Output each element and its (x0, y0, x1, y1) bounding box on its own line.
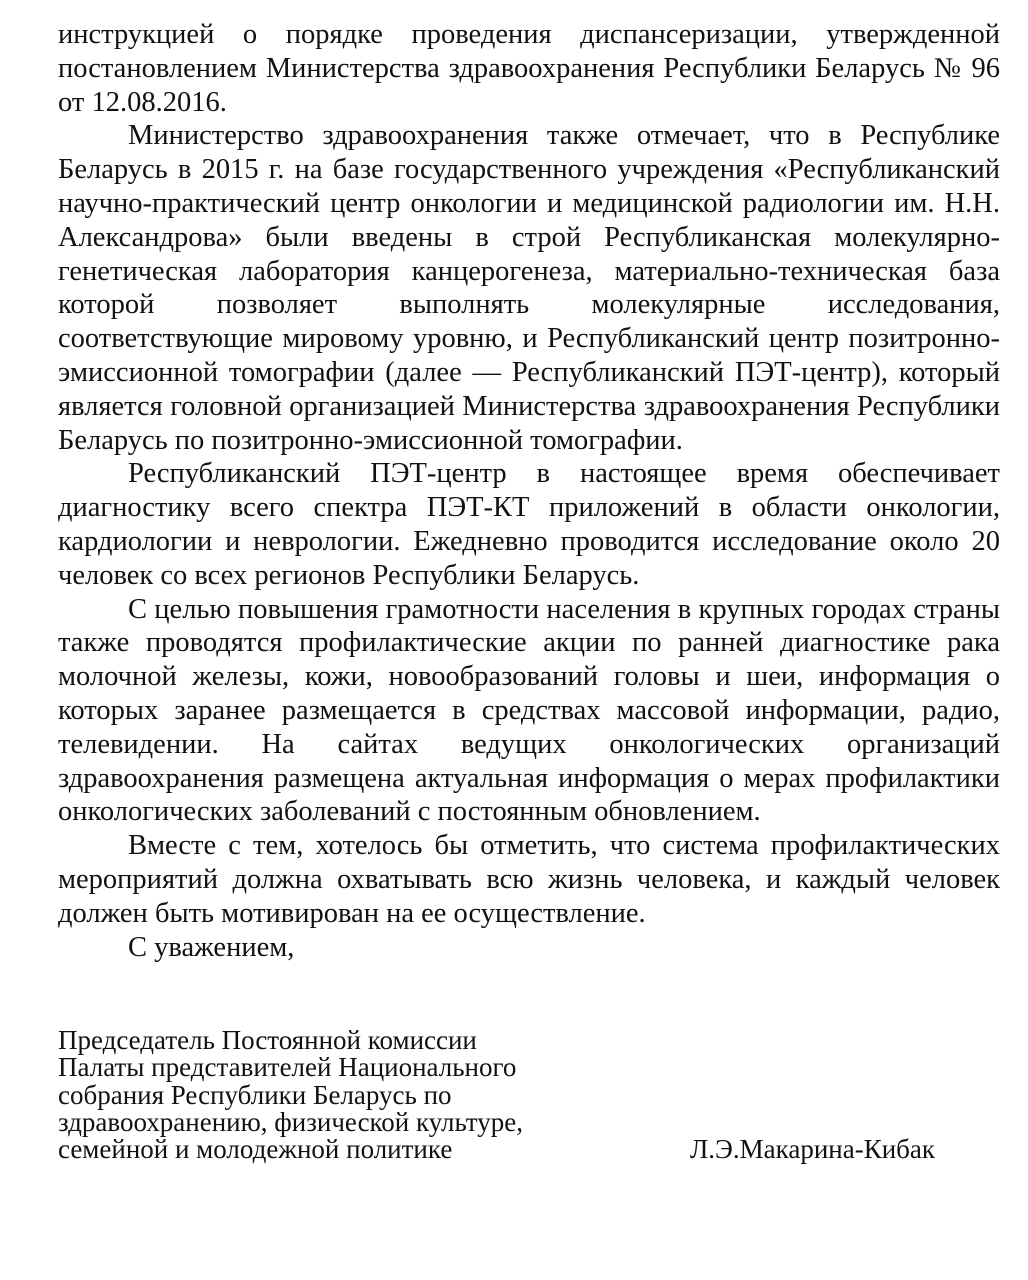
signature-title-line: Председатель Постоянной комиссии (58, 1025, 477, 1055)
signature-block (58, 1027, 1000, 1163)
signature-title-line: Палаты представителей Национального (58, 1052, 517, 1083)
paragraph-prevention-campaigns: С целью повышения грамотности населения в крупных городах страны также проводятся профилактические акции по ранней диагностике рака молочной железы, кожи, новообразований головы и шеи, информация о которых заранее размещается в средствах массовой информации, радио, телевидении. На сайтах ведущих онкологических организаций здравоохранения размещена актуальная информация о мерах профилактики онкологических заболеваний с постоянным обновлением. (58, 593, 1000, 828)
signature-title-line: здравоохранению, физической культуре, (58, 1106, 523, 1137)
signature-title-line: собрания Республики Беларусь по (58, 1079, 452, 1110)
signatory-name: Л.Э.Макарина-Кибак (690, 1134, 935, 1164)
paragraph-continuation: инструкцией о порядке проведения диспансеризации, утвержденной постановлением Министерства здравоохранения Республики Беларусь № 96 от 12.08.2016. (58, 19, 1000, 118)
letter-body (58, 18, 1000, 964)
signature-title-line: семейной и молодежной политике (58, 1134, 453, 1165)
paragraph-conclusion: Вместе с тем, хотелось бы отметить, что система профилактических мероприятий должна охватывать всю жизнь человека, и каждый человек должен быть мотивирован на ее осуществление. (58, 830, 1000, 929)
greeting: С уважением, (128, 931, 295, 963)
paragraph-pet-center-founding: Министерство здравоохранения также отмечает, что в Республике Беларусь в 2015 г. на базе государственного учреждения «Республиканский научно-практический центр онкологии и медицинской радиологии им. Н.Н. Александрова» были введены в строй Республиканская молекулярно-генетическая лаборатория канцерогенеза, материально-техническая база которой позволяет выполнять молекулярные исследования, соответствующие мировому уровню, и Республиканский центр позитронно-эмиссионной томографии (далее — Республиканский ПЭТ-центр), который является головной организацией Министерства здравоохранения Республики Беларусь по позитронно-эмиссионной томографии. (58, 120, 1000, 456)
paragraph-pet-center-services: Республиканский ПЭТ-центр в настоящее время обеспечивает диагностику всего спектра ПЭТ-КТ приложений в области онкологии, кардиологии и неврологии. Ежедневно проводится исследование около 20 человек со всех регионов Республики Беларусь. (58, 458, 1000, 591)
